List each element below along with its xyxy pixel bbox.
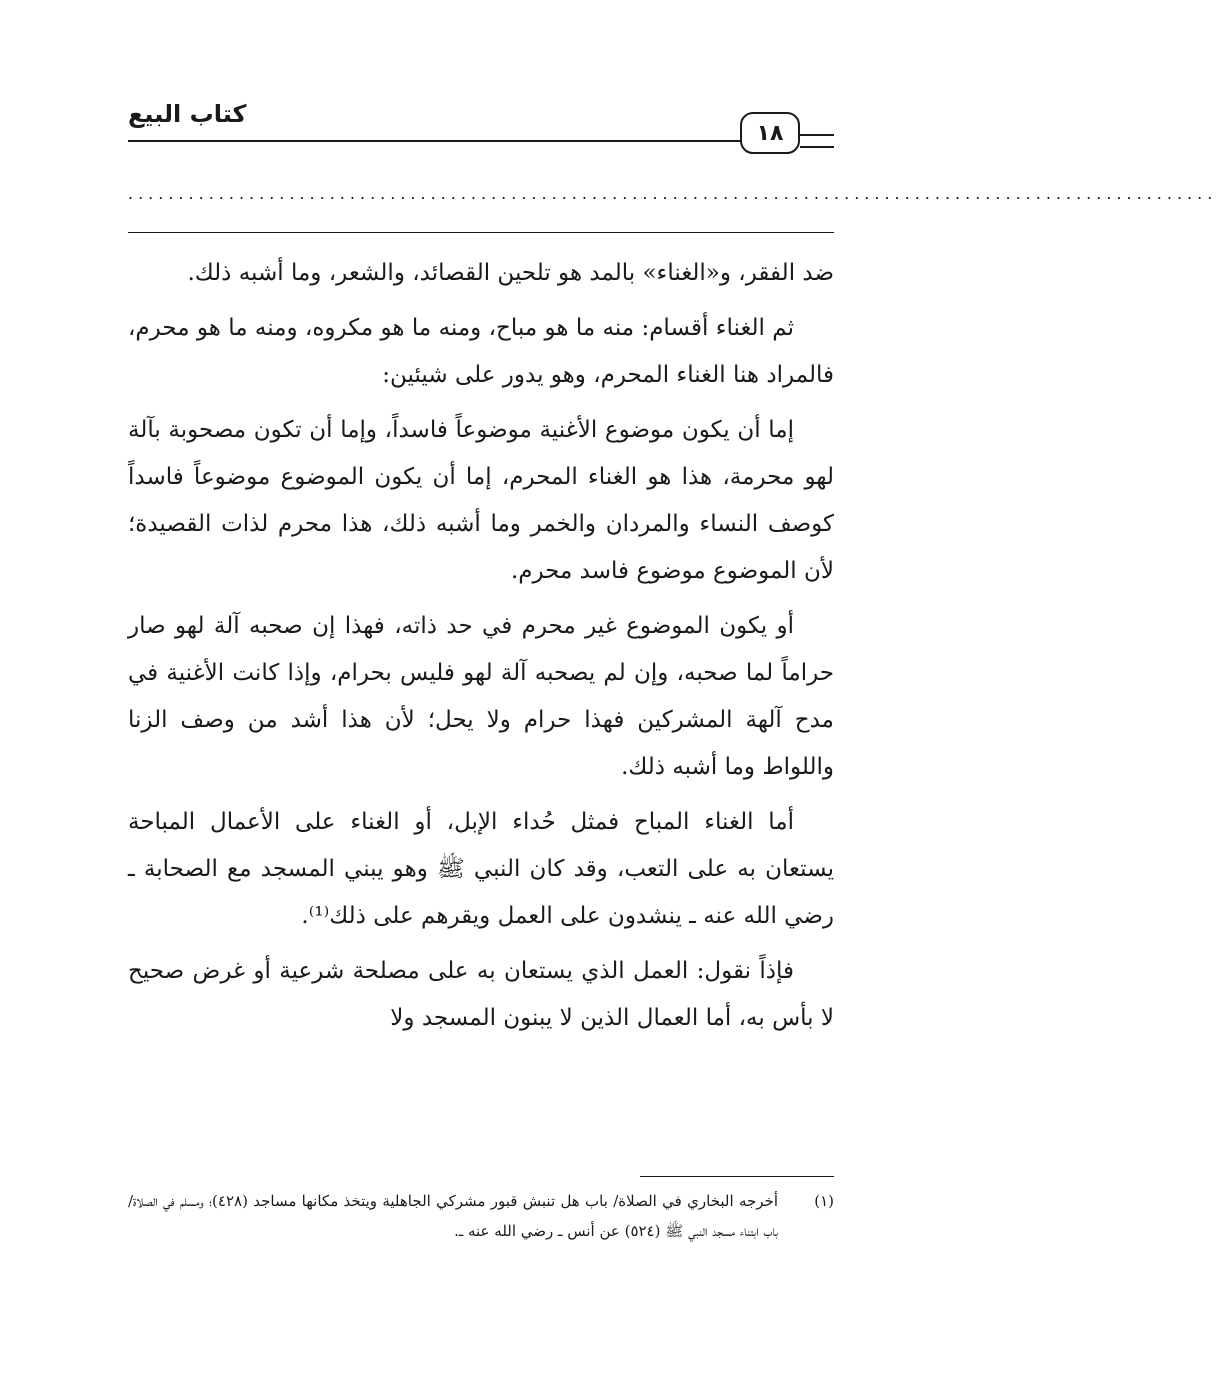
paragraph: إما أن يكون موضوع الأغنية موضوعاً فاسداً، وإما أن تكون مصحوبة بآلة لهو محرمة، هذا هو الغناء المحرم، إما أن يكون الموضوع موضوعاً فاسداً كوصف النساء والمردان والخمر وما أشبه ذلك، هذا محرم لذات القصيدة؛ لأن الموضوع موضوع فاسد محرم. (128, 417, 834, 584)
dotted-separator: ............................................................................................................ (128, 184, 1217, 203)
footnote (128, 1186, 834, 1246)
paragraph: فإذاً نقول: العمل الذي يستعان به على مصلحة شرعية أو غرض صحيح لا بأس به، أما العمال الذين لا يبنون المسجد ولا (128, 958, 834, 1031)
header-rule (128, 140, 742, 142)
paragraph: ضد الفقر، و«الغناء» بالمد هو تلحين القصائد، والشعر، وما أشبه ذلك. (187, 260, 834, 286)
footnote-text: أخرجه البخاري في الصلاة/ باب هل تنبش قبور مشركي الجاهلية ويتخذ مكانها مساجد (٤٢٨)؛ ومسلم في الصلاة/ باب ابتناء مسجد النبي ﷺ (٥٢٤) عن أنس ـ رضي الله عنه ـ. (128, 1192, 778, 1240)
body-text (128, 250, 834, 1050)
footnote-marker: (١) (814, 1192, 834, 1210)
paragraph: أو يكون الموضوع غير محرم في حد ذاته، فهذا إن صحبه آلة لهو صار حراماً لما صحبه، وإن لم يصحبه آلة لهو فليس بحرام، وإذا كانت الأغنية في مدح آلهة المشركين فهذا حرام ولا يحل؛ لأن هذا أشد من وصف الزنا واللواط وما أشبه ذلك. (128, 613, 834, 780)
paragraph: ثم الغناء أقسام: منه ما هو مباح، ومنه ما هو مكروه، ومنه ما هو محرم، فالمراد هنا الغناء المحرم، وهو يدور على شيئين: (128, 315, 834, 388)
running-head-title: كتاب البيع (128, 100, 247, 128)
page-number: ١٨ (740, 112, 800, 154)
paragraph: أما الغناء المباح فمثل حُداء الإبل، أو الغناء على الأعمال المباحة يستعان به على التعب، وقد كان النبي ﷺ وهو يبني المسجد مع الصحابة ـ رضي الله عنه ـ ينشدون على العمل ويقرهم على ذلك⁽¹⁾. (128, 809, 834, 929)
header-double-rule (800, 134, 834, 148)
text-separator-rule (128, 232, 834, 233)
footnotes (128, 1186, 834, 1246)
footnote-rule (640, 1176, 834, 1177)
